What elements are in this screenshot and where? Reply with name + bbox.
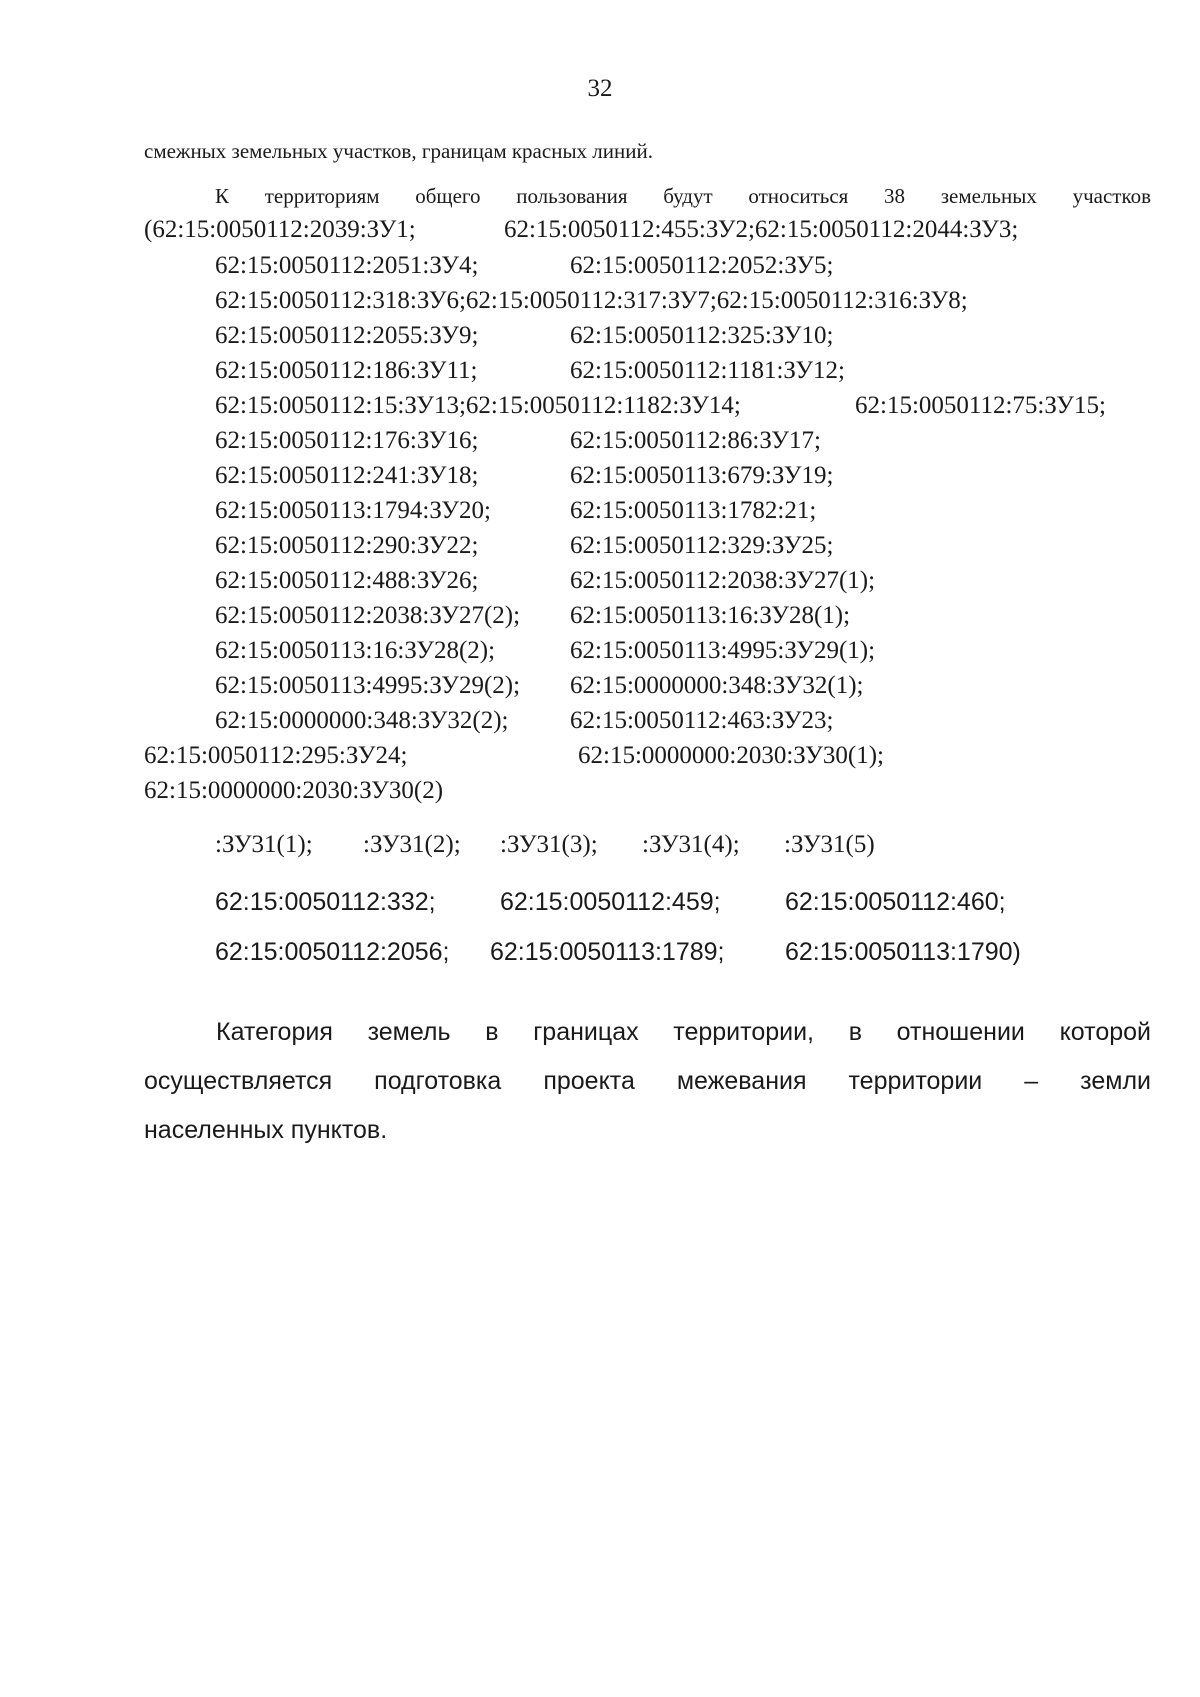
cadastral-entry: 62:15:0050112:2038:ЗУ27(1); (570, 567, 876, 594)
zu31-entry: :ЗУ31(2); (363, 831, 461, 858)
cadastral-entry: 62:15:0050112:318:ЗУ6;62:15:0050112:317:ЗУ7;62:15:0050112:316:ЗУ8; (215, 287, 968, 314)
cadastral-entry: 62:15:0050112:455:ЗУ2;62:15:0050112:2044:ЗУ3; (504, 216, 1019, 243)
cadastral-entry: 62:15:0050112:460; (785, 888, 1006, 916)
cadastral-entry: 62:15:0050113:4995:ЗУ29(2); (215, 672, 521, 699)
cadastral-entry: 62:15:0000000:348:ЗУ32(2); (215, 707, 509, 734)
cadastral-entry: 62:15:0050113:16:ЗУ28(1); (570, 602, 851, 629)
cadastral-entry: 62:15:0050113:16:ЗУ28(2); (215, 637, 496, 664)
closing-paragraph (144, 1008, 1151, 1155)
zu31-entry: :ЗУ31(5) (784, 831, 875, 858)
cadastral-entry: 62:15:0050112:295:ЗУ24; (144, 742, 408, 769)
cadastral-entry: 62:15:0050113:1789; (490, 938, 725, 966)
cadastral-entry: 62:15:0050112:1181:ЗУ12; (570, 357, 845, 384)
cadastral-entry: 62:15:0050112:186:ЗУ11; (215, 357, 478, 384)
zu31-entry: :ЗУ31(3); (500, 831, 598, 858)
cadastral-entry: 62:15:0050112:290:ЗУ22; (215, 532, 479, 559)
cadastral-entry: 62:15:0050112:176:ЗУ16; (215, 427, 479, 454)
cadastral-entry: 62:15:0050112:2038:ЗУ27(2); (215, 602, 521, 629)
cadastral-entry: 62:15:0000000:2030:ЗУ30(1); (578, 742, 884, 769)
cadastral-entry: 62:15:0050113:1782:21; (570, 497, 817, 524)
cadastral-entry: 62:15:0050113:4995:ЗУ29(1); (570, 637, 876, 664)
cadastral-entry: 62:15:0050112:15:ЗУ13;62:15:0050112:1182:ЗУ14; (215, 392, 741, 419)
cadastral-entry: 62:15:0050112:329:ЗУ25; (570, 532, 834, 559)
closing-line: осуществляется подготовка проекта межевания территории – земли (144, 1067, 1151, 1095)
closing-line: населенных пунктов. (144, 1116, 388, 1144)
cadastral-entry: 62:15:0050112:241:ЗУ18; (215, 462, 479, 489)
cadastral-entry: 62:15:0000000:348:ЗУ32(1); (570, 672, 864, 699)
zu31-entry: :ЗУ31(1); (215, 831, 313, 858)
page-number: 32 (587, 75, 613, 102)
cadastral-entry: 62:15:0050113:679:ЗУ19; (570, 462, 834, 489)
intro-line: смежных земельных участков, границам красных линий. (144, 139, 653, 163)
cadastral-entry: 62:15:0050112:86:ЗУ17; (570, 427, 821, 454)
cadastral-entry: 62:15:0050112:2056; (215, 938, 450, 966)
cadastral-entry: 62:15:0050112:488:ЗУ26; (215, 567, 479, 594)
cadastral-entry: 62:15:0050112:459; (500, 888, 721, 916)
cadastral-entry: (62:15:0050112:2039:ЗУ1; (144, 216, 416, 243)
cadastral-entry: 62:15:0000000:2030:ЗУ30(2) (144, 777, 444, 804)
cadastral-entry: 62:15:0050112:332; (215, 888, 436, 916)
cadastral-entry: 62:15:0050112:2052:ЗУ5; (570, 252, 834, 279)
lead-line: К территориям общего пользования будут относиться 38 земельных участков (215, 184, 1151, 208)
cadastral-entry: 62:15:0050112:75:ЗУ15; (855, 392, 1106, 419)
cadastral-entry: 62:15:0050112:463:ЗУ23; (570, 707, 834, 734)
cadastral-entry: 62:15:0050112:2055:ЗУ9; (215, 322, 479, 349)
cadastral-entry: 62:15:0050113:1790) (785, 938, 1021, 966)
closing-line: Категория земель в границах территории, в отношении которой (216, 1018, 1151, 1046)
cadastral-entry: 62:15:0050112:2051:ЗУ4; (215, 252, 479, 279)
zu31-entry: :ЗУ31(4); (642, 831, 740, 858)
cadastral-entry: 62:15:0050113:1794:ЗУ20; (215, 497, 491, 524)
cadastral-entry: 62:15:0050112:325:ЗУ10; (570, 322, 834, 349)
